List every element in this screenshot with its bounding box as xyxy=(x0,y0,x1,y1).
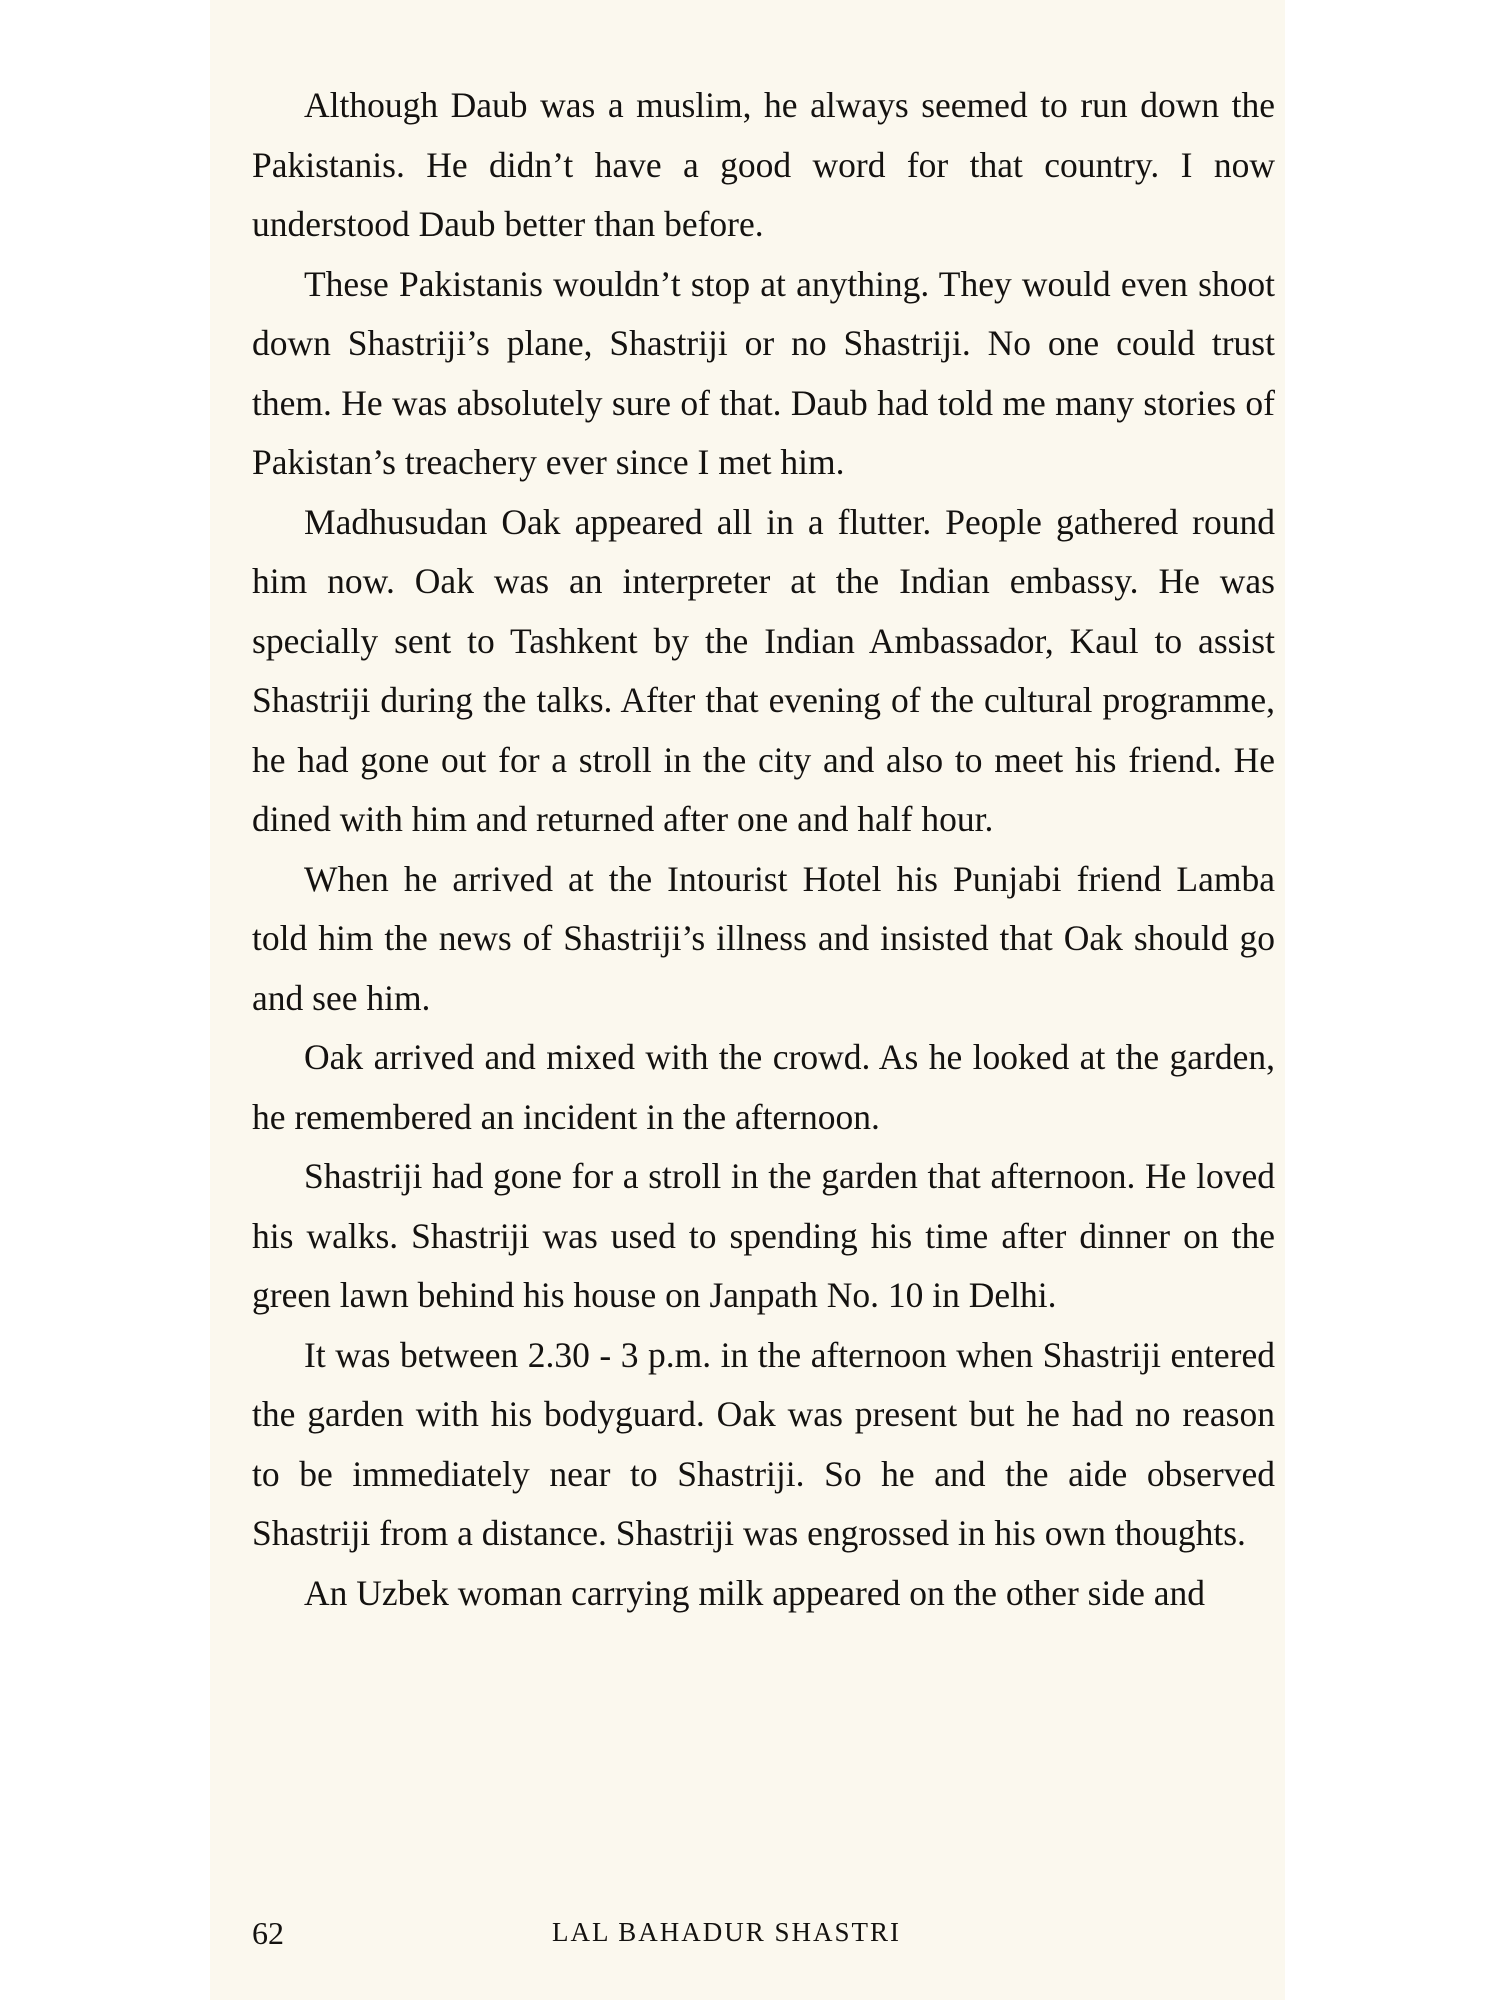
paragraph-7: It was between 2.30 - 3 p.m. in the afternoon when Shastriji entered the garden with his bodyguard. Oak was present but he had no reason to be immediately near to Shastriji. So he and the aide observed Shastriji from a distance. Shastriji was engrossed in his own thoughts. xyxy=(252,1334,1275,1553)
paragraph-4: When he arrived at the Intourist Hotel his Punjabi friend Lamba told him the news of Shastriji’s illness and insisted that Oak should go and see him. xyxy=(252,858,1275,1018)
paragraph-2: These Pakistanis wouldn’t stop at anything. They would even shoot down Shastriji’s plane, Shastriji or no Shastriji. No one could trust them. He was absolutely sure of that. Daub had told me many stories of Pakistan’s treachery ever since I met him. xyxy=(252,263,1275,482)
paragraph-8: An Uzbek woman carrying milk appeared on the other side and xyxy=(304,1572,1206,1613)
paragraph-3: Madhusudan Oak appeared all in a flutter. People gathered round him now. Oak was an interpreter at the Indian embassy. He was specially sent to Tashkent by the Indian Ambassador, Kaul to assist Shastriji during the talks. After that evening of the cultural programme, he had gone out for a stroll in the city and also to meet his friend. He dined with him and returned after one and half hour. xyxy=(252,501,1275,839)
running-title: LAL BAHADUR SHASTRI xyxy=(552,1917,902,1947)
page-number: 62 xyxy=(252,1915,284,1951)
body-text xyxy=(252,76,1275,1623)
paragraph-5: Oak arrived and mixed with the crowd. As he looked at the garden, he remembered an incident in the afternoon. xyxy=(252,1037,1275,1137)
paragraph-1: Although Daub was a muslim, he always seemed to run down the Pakistanis. He didn’t have a good word for that country. I now understood Daub better than before. xyxy=(252,85,1275,244)
paragraph-6: Shastriji had gone for a stroll in the garden that afternoon. He loved his walks. Shastriji was used to spending his time after dinner on the green lawn behind his house on Janpath No. 10 in Delhi. xyxy=(252,1156,1275,1315)
